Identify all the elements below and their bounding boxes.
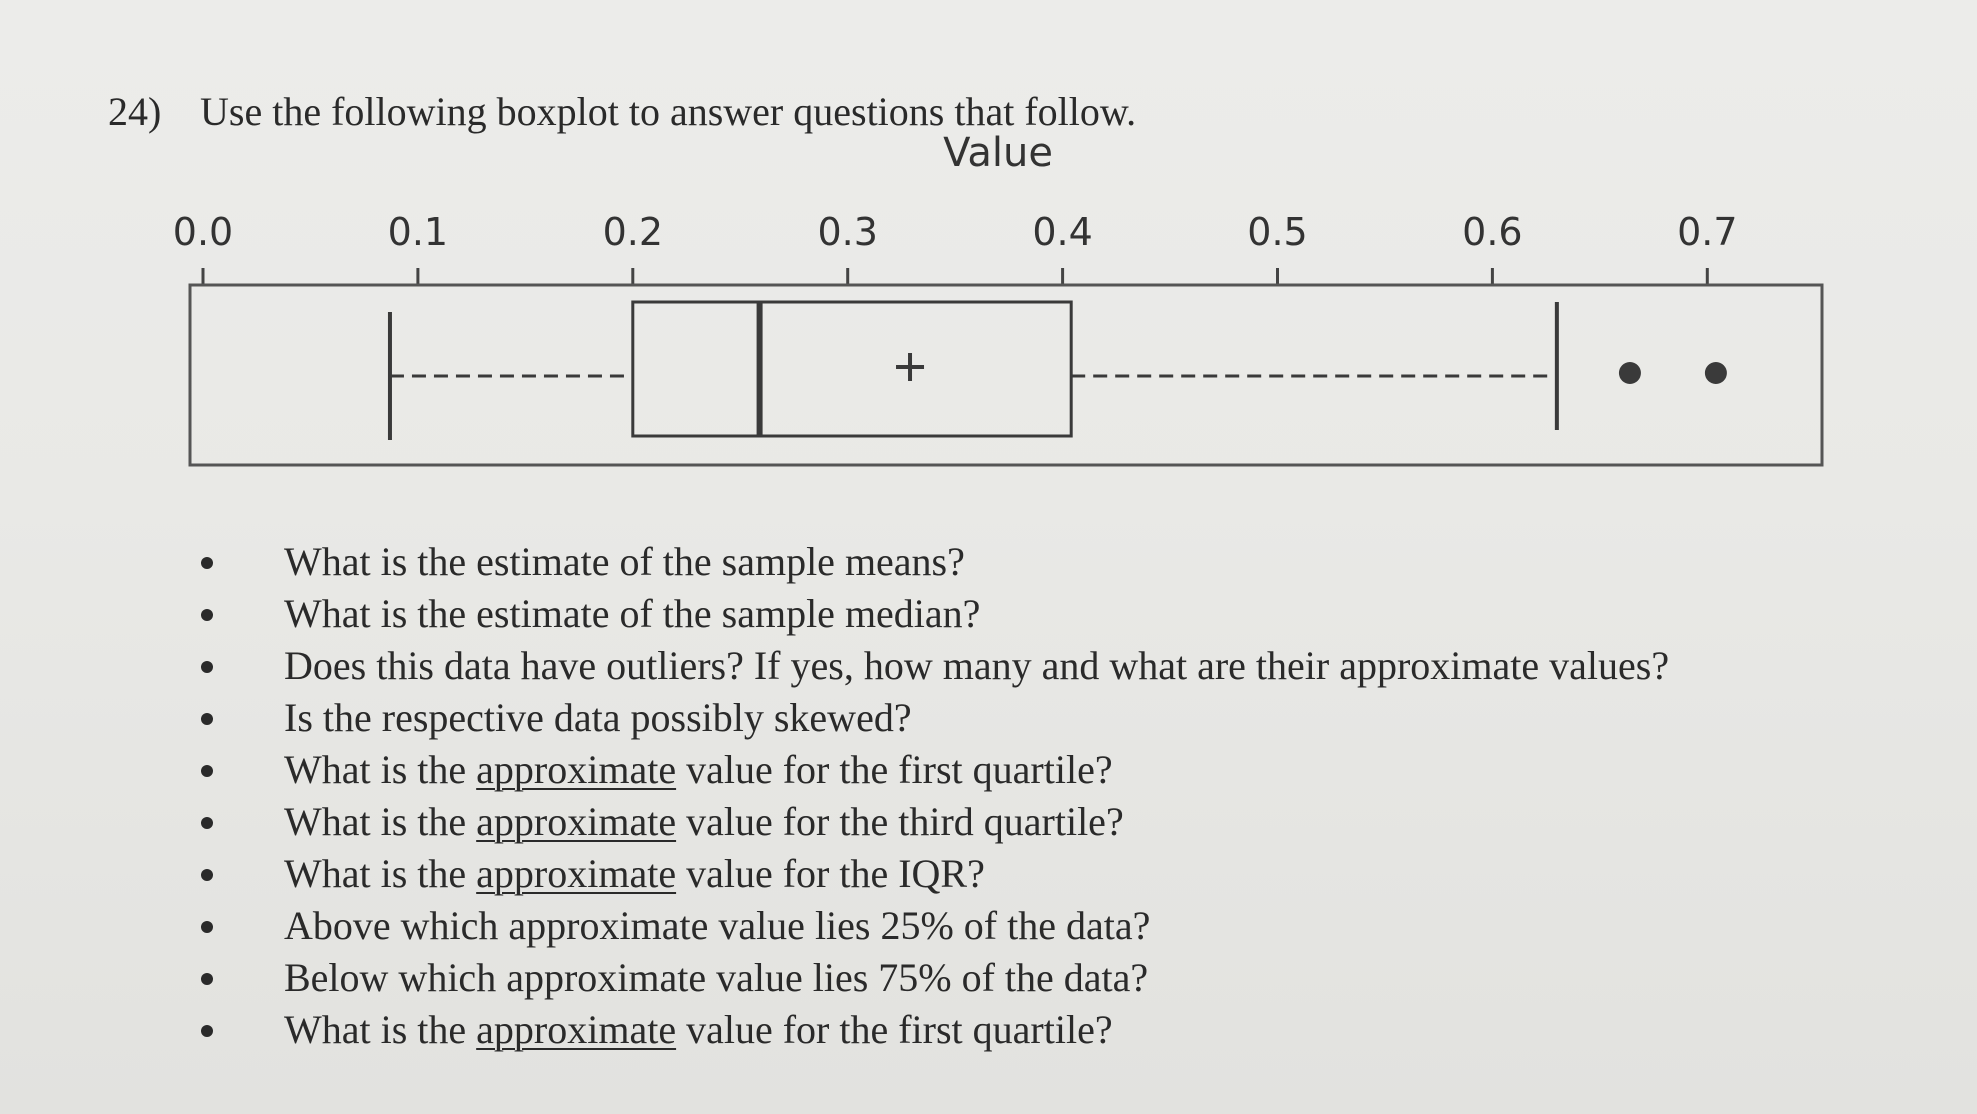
- bullet-icon: [201, 869, 213, 881]
- question-number: 24): [108, 89, 162, 134]
- question-text: value for the IQR?: [676, 851, 985, 896]
- tick-label: 0.0: [172, 210, 234, 254]
- outlier-point: [1619, 362, 1641, 384]
- tick-label: 0.4: [1032, 210, 1093, 254]
- underlined-word: approximate: [476, 747, 677, 792]
- bullet-icon: [201, 1025, 213, 1037]
- question-text: What is the: [284, 799, 477, 844]
- question-text: Does this data have outliers? If yes, how many and what are their approximate values?: [284, 643, 1670, 688]
- bullet-icon: [201, 817, 213, 829]
- question-item: [180, 1004, 1669, 1056]
- question-item: [180, 692, 1669, 744]
- bullet-icon: [201, 713, 213, 725]
- bullet-icon: [201, 921, 213, 933]
- tick-label: 0.1: [387, 210, 449, 254]
- tick-label: 0.2: [602, 210, 664, 254]
- question-text: What is the: [284, 1007, 477, 1052]
- question-text: Below which approximate value lies 75% of the data?: [284, 955, 1149, 1000]
- question-item: [180, 536, 1669, 588]
- underlined-word: approximate: [476, 799, 677, 844]
- question-item: [180, 796, 1669, 848]
- question-item: [180, 848, 1669, 900]
- question-text: value for the first quartile?: [676, 1007, 1113, 1052]
- bullet-icon: [201, 609, 213, 621]
- question-text: Above which approximate value lies 25% of the data?: [284, 903, 1151, 948]
- question-text: What is the: [284, 747, 477, 792]
- question-text: What is the estimate of the sample means?: [284, 539, 965, 584]
- question-text: value for the first quartile?: [676, 747, 1113, 792]
- question-text: Is the respective data possibly skewed?: [284, 695, 912, 740]
- bullet-icon: [201, 765, 213, 777]
- outlier-point: [1705, 362, 1727, 384]
- question-item: [180, 588, 1669, 640]
- tick-label: 0.3: [817, 210, 878, 254]
- tick-label: 0.6: [1462, 210, 1523, 254]
- boxplot-marks: [390, 302, 1727, 440]
- axis-ticks: [173, 210, 1738, 285]
- question-item: [180, 900, 1669, 952]
- tick-label: 0.7: [1677, 210, 1738, 254]
- axis-title: Value: [943, 130, 1053, 176]
- question-list: [180, 536, 1669, 1056]
- question-text: What is the: [284, 851, 477, 896]
- underlined-word: approximate: [476, 1007, 677, 1052]
- bullet-icon: [201, 973, 213, 985]
- question-text: What is the estimate of the sample median?: [284, 591, 981, 636]
- question-prompt: Use the following boxplot to answer questions that follow.: [200, 89, 1137, 134]
- boxplot-chart: [0, 0, 1977, 500]
- underlined-word: approximate: [476, 851, 677, 896]
- tick-label: 0.5: [1247, 210, 1308, 254]
- question-text: value for the third quartile?: [676, 799, 1124, 844]
- bullet-icon: [201, 557, 213, 569]
- question-item: [180, 952, 1669, 1004]
- question-item: [180, 640, 1669, 692]
- iqr-box: [633, 302, 1071, 436]
- question-item: [180, 744, 1669, 796]
- bullet-icon: [201, 661, 213, 673]
